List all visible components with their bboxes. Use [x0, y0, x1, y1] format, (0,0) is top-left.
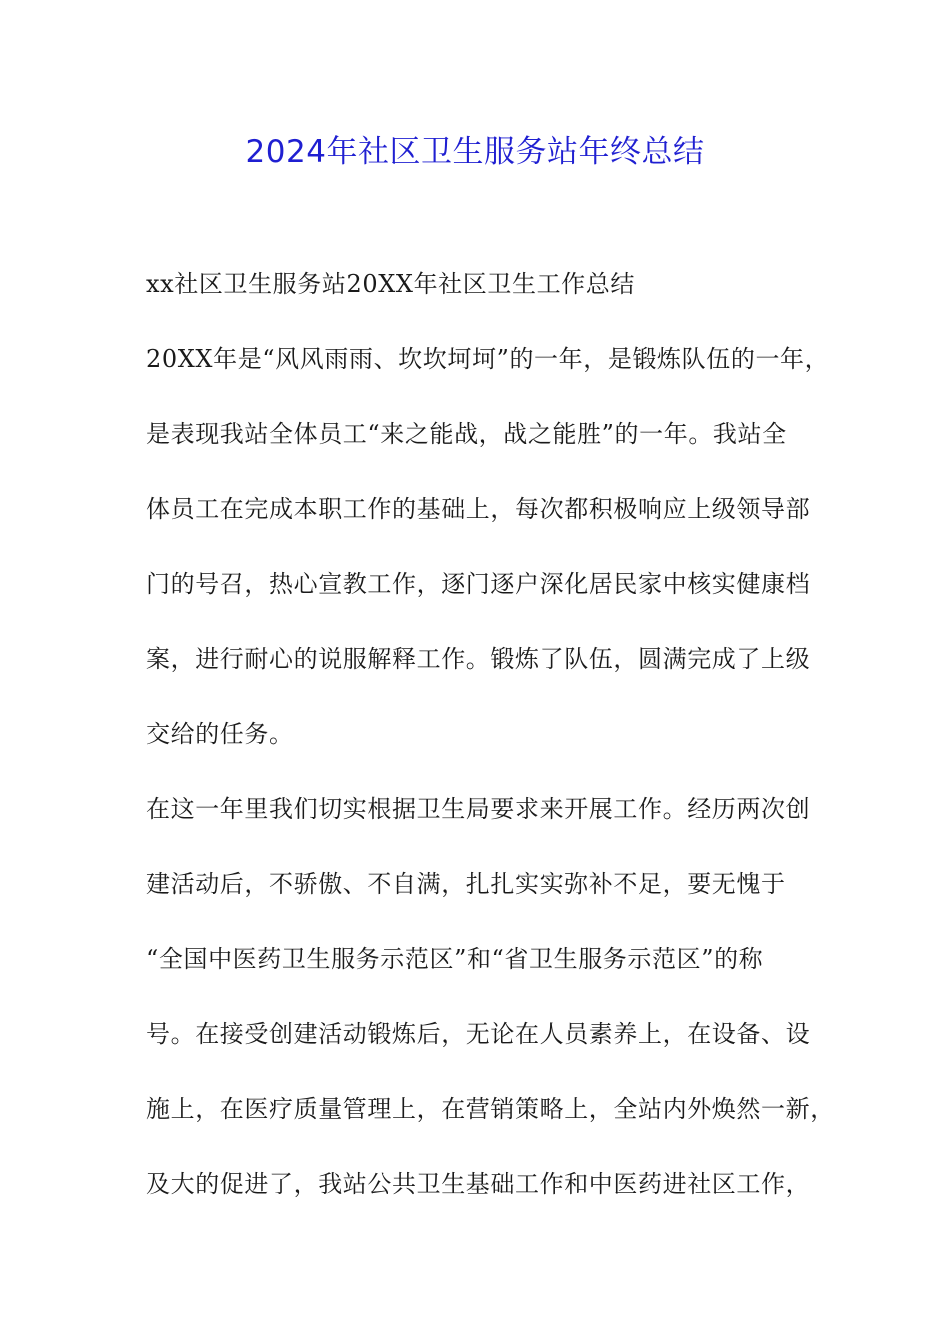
text-line: 号。在接受创建活动锻炼后，无论在人员素养上，在设备、设 — [146, 1020, 811, 1048]
text-line: 建活动后，不骄傲、不自满，扎扎实实弥补不足，要无愧于 — [146, 870, 786, 898]
document-title: 2024年社区卫生服务站年终总结 — [245, 134, 705, 170]
text-line: 体员工在完成本职工作的基础上，每次都积极响应上级领导部 — [146, 495, 811, 523]
text-line: 20XX年是“风风雨雨、坎坎坷坷”的一年，是锻炼队伍的一年， — [146, 345, 830, 373]
text-line: 及大的促进了，我站公共卫生基础工作和中医药进社区工作， — [146, 1170, 811, 1198]
text-line: 施上，在医疗质量管理上，在营销策略上，全站内外焕然一新， — [146, 1095, 835, 1123]
text-line: 案，进行耐心的说服解释工作。锻炼了队伍，圆满完成了上级 — [146, 645, 811, 673]
text-line: 交给的任务。 — [146, 720, 294, 748]
text-line: 是表现我站全体员工“来之能战，战之能胜”的一年。我站全 — [146, 420, 787, 448]
text-line: “全国中医药卫生服务示范区”和“省卫生服务示范区”的称 — [146, 945, 764, 973]
text-line: 在这一年里我们切实根据卫生局要求来开展工作。经历两次创 — [146, 795, 811, 823]
text-line: xx社区卫生服务站20XX年社区卫生工作总结 — [146, 270, 635, 298]
text-line: 门的号召，热心宣教工作，逐门逐户深化居民家中核实健康档 — [146, 570, 811, 598]
